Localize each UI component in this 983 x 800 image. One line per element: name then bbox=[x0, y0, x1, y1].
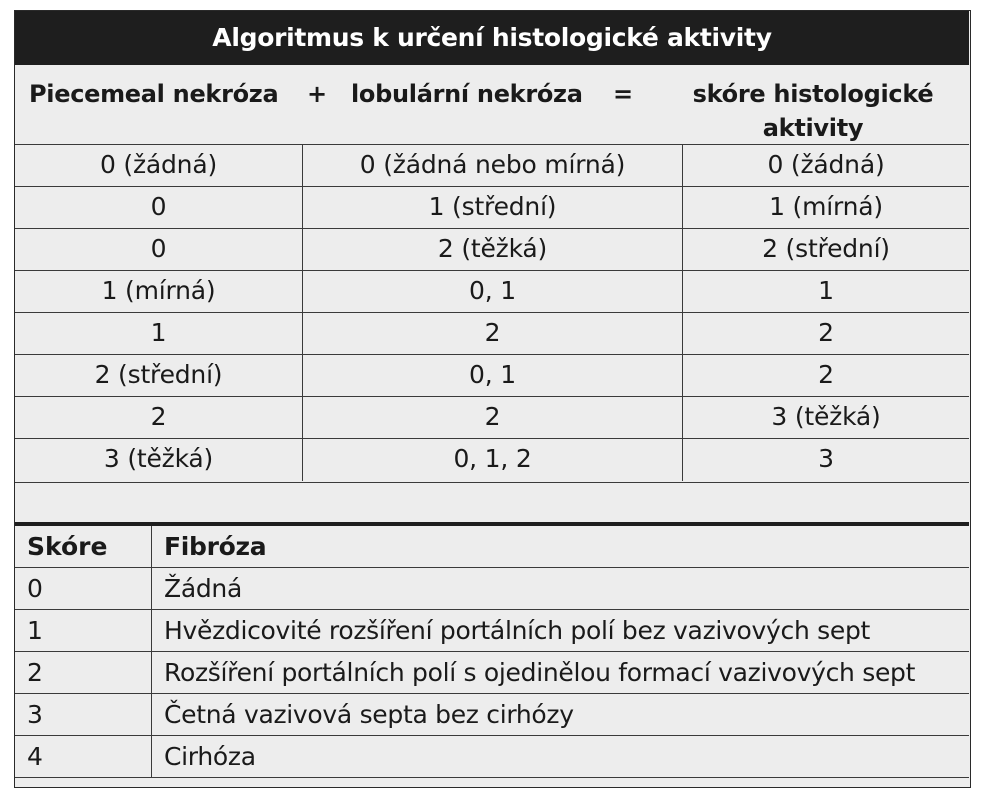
fibrosis-score-cell: 3 bbox=[27, 700, 43, 729]
empty-spacer-row bbox=[15, 482, 969, 522]
header-fibrosis: Fibróza bbox=[151, 526, 969, 568]
piecemeal-cell: 1 (mírná) bbox=[101, 276, 216, 305]
header-activity-score bbox=[665, 77, 961, 145]
histology-table bbox=[14, 10, 971, 788]
lobular-cell: 1 (střední) bbox=[302, 187, 682, 229]
header-lobular-necrosis: lobulární nekróza bbox=[351, 80, 583, 108]
activity-header-row bbox=[15, 65, 969, 155]
activity-row bbox=[15, 144, 969, 186]
fibrosis-description-cell: Četná vazivová septa bez cirhózy bbox=[151, 694, 969, 736]
fibrosis-score-cell: 0 bbox=[27, 574, 43, 603]
header-piecemeal-necrosis: Piecemeal nekróza bbox=[29, 80, 279, 108]
fibrosis-row bbox=[15, 652, 969, 694]
fibrosis-row bbox=[15, 736, 969, 778]
piecemeal-cell: 2 bbox=[150, 402, 167, 431]
activity-grid bbox=[15, 144, 969, 480]
activity-score-cell: 3 bbox=[682, 439, 969, 481]
piecemeal-cell: 1 bbox=[150, 318, 167, 347]
lobular-cell: 0, 1, 2 bbox=[302, 439, 682, 481]
activity-score-cell: 2 (střední) bbox=[682, 229, 969, 271]
fibrosis-description-cell: Hvězdicovité rozšíření portálních polí bez vazivových sept bbox=[151, 610, 969, 652]
activity-row bbox=[15, 354, 969, 396]
fibrosis-score-cell: 4 bbox=[27, 742, 43, 771]
activity-row bbox=[15, 438, 969, 480]
activity-row bbox=[15, 312, 969, 354]
header-activity-score-line1: skóre histologické bbox=[692, 80, 934, 108]
table-title: Algoritmus k určení histologické aktivity bbox=[15, 11, 969, 65]
piecemeal-cell: 0 bbox=[150, 192, 167, 221]
activity-row bbox=[15, 270, 969, 312]
activity-score-cell: 3 (těžká) bbox=[682, 397, 969, 439]
header-plus-sign: + bbox=[307, 80, 327, 108]
fibrosis-row bbox=[15, 568, 969, 610]
fibrosis-score-cell: 2 bbox=[27, 658, 43, 687]
activity-score-cell: 2 bbox=[682, 355, 969, 397]
piecemeal-cell: 0 (žádná) bbox=[99, 150, 218, 179]
activity-row bbox=[15, 396, 969, 438]
lobular-cell: 2 (těžká) bbox=[302, 229, 682, 271]
fibrosis-header-row bbox=[15, 526, 969, 568]
lobular-cell: 0, 1 bbox=[302, 271, 682, 313]
fibrosis-score-cell: 1 bbox=[27, 616, 43, 645]
fibrosis-description-cell: Cirhóza bbox=[151, 736, 969, 778]
lobular-cell: 2 bbox=[302, 397, 682, 439]
activity-score-cell: 1 (mírná) bbox=[682, 187, 969, 229]
header-score: Skóre bbox=[27, 532, 108, 561]
piecemeal-cell: 3 (těžká) bbox=[103, 444, 214, 473]
lobular-cell: 2 bbox=[302, 313, 682, 355]
lobular-cell: 0 (žádná nebo mírná) bbox=[302, 145, 682, 187]
piecemeal-cell: 0 bbox=[150, 234, 167, 263]
fibrosis-description-cell: Rozšíření portálních polí s ojedinělou formací vazivových sept bbox=[151, 652, 969, 694]
fibrosis-row bbox=[15, 610, 969, 652]
header-equals-sign: = bbox=[613, 80, 633, 108]
piecemeal-cell: 2 (střední) bbox=[94, 360, 223, 389]
activity-score-cell: 0 (žádná) bbox=[682, 145, 969, 187]
fibrosis-grid bbox=[15, 526, 969, 778]
fibrosis-description-cell: Žádná bbox=[151, 568, 969, 610]
header-activity-score-line2: aktivity bbox=[762, 114, 864, 142]
activity-score-cell: 1 bbox=[682, 271, 969, 313]
fibrosis-row bbox=[15, 694, 969, 736]
activity-row bbox=[15, 228, 969, 270]
activity-score-cell: 2 bbox=[682, 313, 969, 355]
lobular-cell: 0, 1 bbox=[302, 355, 682, 397]
activity-row bbox=[15, 186, 969, 228]
